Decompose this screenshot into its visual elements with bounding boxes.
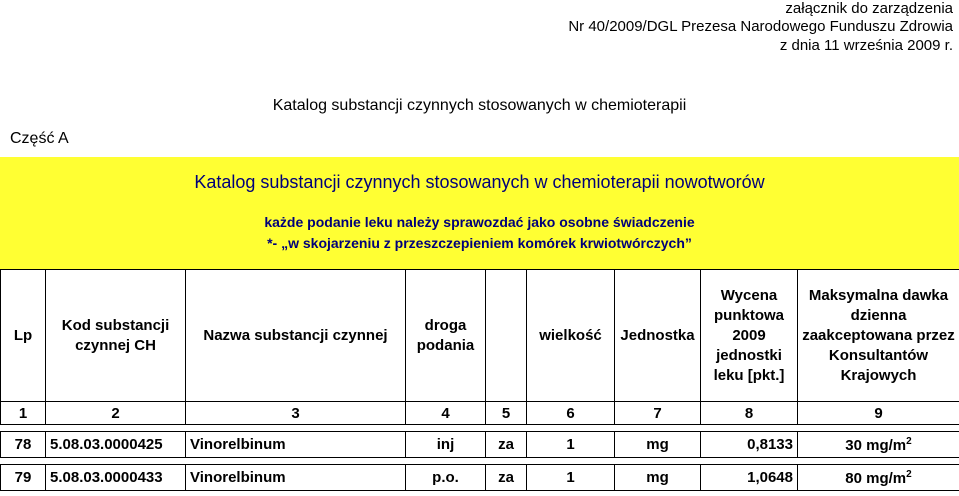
substance-table <box>0 269 959 491</box>
route-cell: p.o. <box>406 465 486 491</box>
max-dose-value: 30 mg/m <box>845 436 907 454</box>
valuation-cell: 0,8133 <box>701 432 798 458</box>
column-number: 6 <box>527 402 615 425</box>
col-header-blank <box>486 270 527 402</box>
max-dose-exponent: 2 <box>906 435 912 447</box>
max-dose-cell <box>798 432 959 458</box>
col-header-valuation: Wycena punktowa 2009 jednostki leku [pkt.] <box>701 270 798 402</box>
column-number: 1 <box>1 402 46 425</box>
za-cell: za <box>486 432 527 458</box>
name-cell: Vinorelbinum <box>186 432 406 458</box>
table-row <box>1 465 959 491</box>
banner <box>0 157 959 270</box>
max-dose-cell <box>798 465 959 491</box>
size-cell: 1 <box>527 465 615 491</box>
col-header-code: Kod substancji czynnej CH <box>46 270 186 402</box>
za-cell: za <box>486 465 527 491</box>
part-label: Część A <box>10 130 69 147</box>
max-dose-exponent: 2 <box>906 468 912 480</box>
name-cell: Vinorelbinum <box>186 465 406 491</box>
col-header-route: droga podania <box>406 270 486 402</box>
col-header-lp: Lp <box>1 270 46 402</box>
banner-title: Katalog substancji czynnych stosowanych w chemioterapii nowotworów <box>194 172 765 192</box>
column-number-row <box>1 402 959 425</box>
route-cell: inj <box>406 432 486 458</box>
max-dose-value: 80 mg/m <box>845 469 907 487</box>
spacer-cell <box>1 425 959 432</box>
column-number: 9 <box>798 402 959 425</box>
lp-cell: 78 <box>1 432 46 458</box>
column-number: 7 <box>615 402 701 425</box>
col-header-max-dose: Maksymalna dawka dzienna zaakceptowana przez Konsultantów Krajowych <box>798 270 959 402</box>
lp-cell: 79 <box>1 465 46 491</box>
size-cell: 1 <box>527 432 615 458</box>
attachment-note: załącznik do zarządzenia <box>785 0 953 17</box>
column-number: 2 <box>46 402 186 425</box>
col-header-name: Nazwa substancji czynnej <box>186 270 406 402</box>
spacer-row <box>1 458 959 465</box>
column-number: 5 <box>486 402 527 425</box>
spacer-cell <box>1 458 959 465</box>
column-number: 3 <box>186 402 406 425</box>
unit-cell: mg <box>615 432 701 458</box>
banner-note-transplant: *- „w skojarzeniu z przeszczepieniem komórek krwiotwórczych” <box>267 235 692 251</box>
header-row <box>1 270 959 402</box>
spacer-row <box>1 425 959 432</box>
valuation-cell: 1,0648 <box>701 465 798 491</box>
catalog-title: Katalog substancji czynnych stosowanych w chemioterapii <box>272 97 687 114</box>
order-date: z dnia 11 września 2009 r. <box>779 37 953 54</box>
col-header-unit: Jednostka <box>615 270 701 402</box>
column-number: 8 <box>701 402 798 425</box>
unit-cell: mg <box>615 465 701 491</box>
col-header-size: wielkość <box>527 270 615 402</box>
code-cell: 5.08.03.0000425 <box>46 432 186 458</box>
table-row <box>1 432 959 458</box>
code-cell: 5.08.03.0000433 <box>46 465 186 491</box>
banner-note-reporting: każde podanie leku należy sprawozdać jako osobne świadczenie <box>264 214 695 230</box>
column-number: 4 <box>406 402 486 425</box>
order-number: Nr 40/2009/DGL Prezesa Narodowego Funduszu Zdrowia <box>568 18 953 35</box>
